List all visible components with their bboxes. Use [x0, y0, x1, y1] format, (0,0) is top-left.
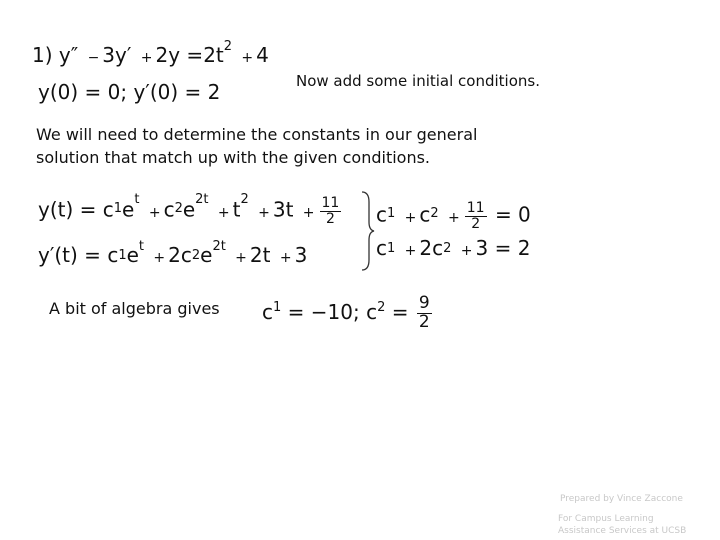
fraction-nine-halves: $\frac{9}{2}$	[418, 293, 430, 332]
credit-author: Prepared by Vince Zaccone	[560, 494, 683, 504]
fraction-eleven-halves: $\frac{11}{2}$	[466, 200, 485, 232]
note-initial-conditions: Now add some initial conditions.	[296, 72, 540, 90]
fraction-eleven-halves: $\frac{11}{2}$	[321, 195, 340, 227]
right-brace-icon	[360, 190, 376, 272]
credit-line-3: Assistance Services at UCSB	[558, 526, 687, 536]
constants-result: $c_1 = -10$; $c_2$ = $\frac{9}{2}$	[262, 293, 430, 332]
explanation-line-2: solution that match up with the given conditions.	[36, 148, 431, 167]
system-equation-2: $c_1 + 2c_2 + 3 = 2$	[376, 236, 531, 260]
differential-equation: 1) $y'' - 3y' + 2y =2t^2 + 4$	[32, 38, 269, 67]
algebra-label: A bit of algebra gives	[49, 299, 220, 318]
system-equation-1: $c_1 + c_2$ + $\frac{11}{2}$ = 0	[376, 200, 531, 232]
credit-line-2: For Campus Learning	[558, 514, 654, 524]
initial-conditions: y(0) = 0; y′(0) = 2	[38, 80, 221, 104]
explanation-line-1: We will need to determine the constants in our general	[36, 125, 478, 144]
problem-number: 1)	[32, 43, 53, 67]
derivative-solution: $y'(t) = c_1e^t + 2c_2e^{2t} + 2t + 3$	[38, 238, 308, 267]
general-solution: $y(t) = c_1e^t + c_2e^{2t} + t^2 + 3t$ + $\frac{11}{2}$	[38, 191, 340, 227]
